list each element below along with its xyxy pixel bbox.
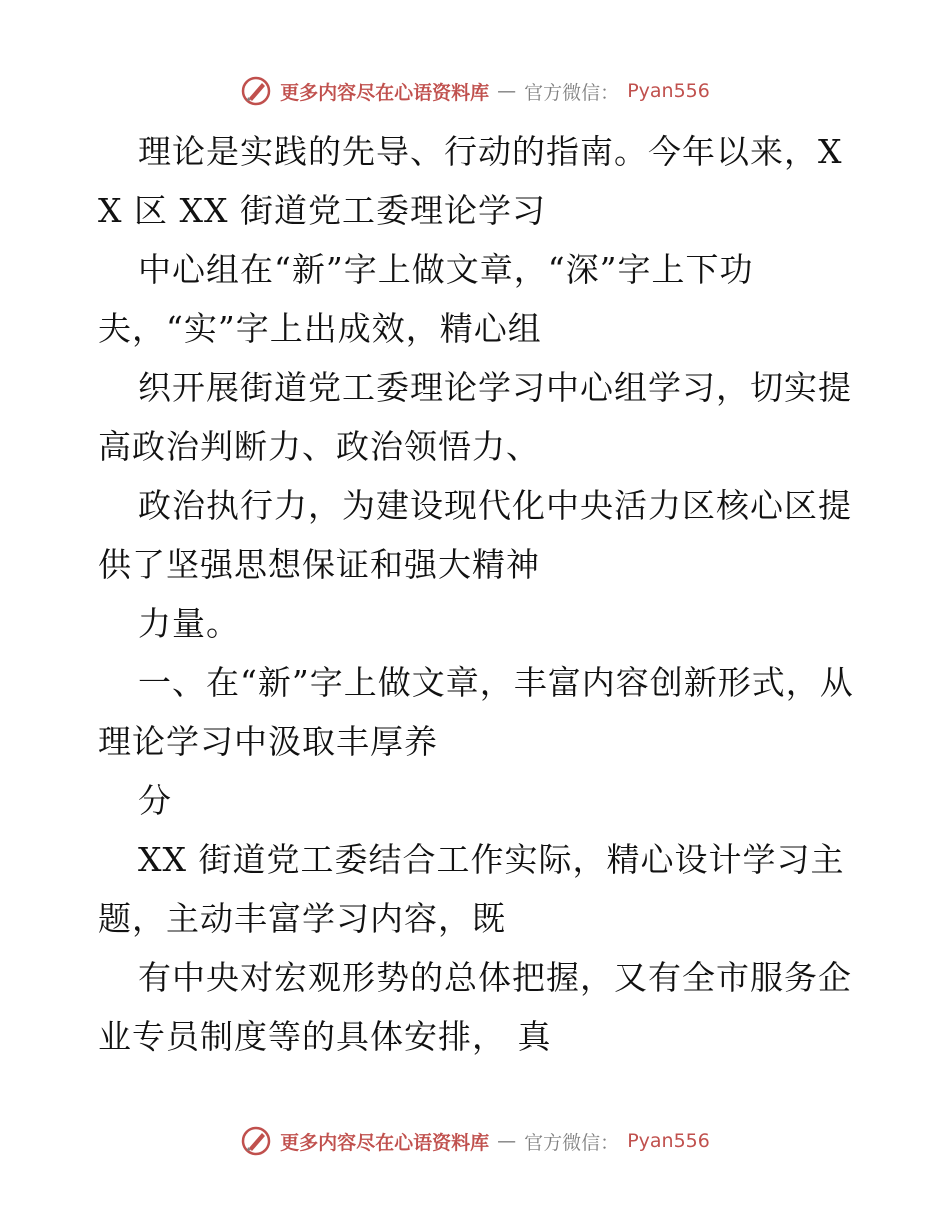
pen-seal-icon [240,75,272,107]
watermark-separator: — [497,1130,517,1152]
watermark-wechat-id: Pyan556 [627,1130,710,1152]
watermark-wechat-id: Pyan556 [627,80,710,102]
footer-watermark [0,1124,950,1158]
watermark-separator: — [497,80,517,102]
header-watermark [0,74,950,108]
paragraph: 力量。 [138,604,240,643]
watermark-label: 官方微信： [524,81,620,104]
paragraph: XX 街道党工委结合工作实际，精心设计学习主题，主动丰富学习内容，既 [98,840,845,938]
paragraph: 织开展街道党工委理论学习中心组学习，切实提高政治判断力、政治领悟力、 [98,368,852,466]
paragraph: 有中央对宏观形势的总体把握，又有全市服务企业专员制度等的具体安排， 真 [98,958,852,1056]
document-body [98,122,858,1066]
watermark-label: 官方微信： [524,1131,620,1154]
watermark-main-text: 更多内容尽在心语资料库 [280,1131,490,1154]
paragraph: 理论是实践的先导、行动的指南。今年以来，XX 区 XX 街道党工委理论学习 [98,132,843,230]
paragraph: 中心组在“新”字上做文章，“深”字上下功夫，“实”字上出成效，精心组 [98,250,754,348]
watermark-main-text: 更多内容尽在心语资料库 [280,81,490,104]
paragraph: 分 [138,781,172,820]
paragraph: 政治执行力，为建设现代化中央活力区核心区提供了坚强思想保证和强大精神 [98,486,852,584]
section-heading: 一、在“新”字上做文章，丰富内容创新形式，从理论学习中汲取丰厚养 [98,663,854,761]
pen-seal-icon [240,1125,272,1157]
